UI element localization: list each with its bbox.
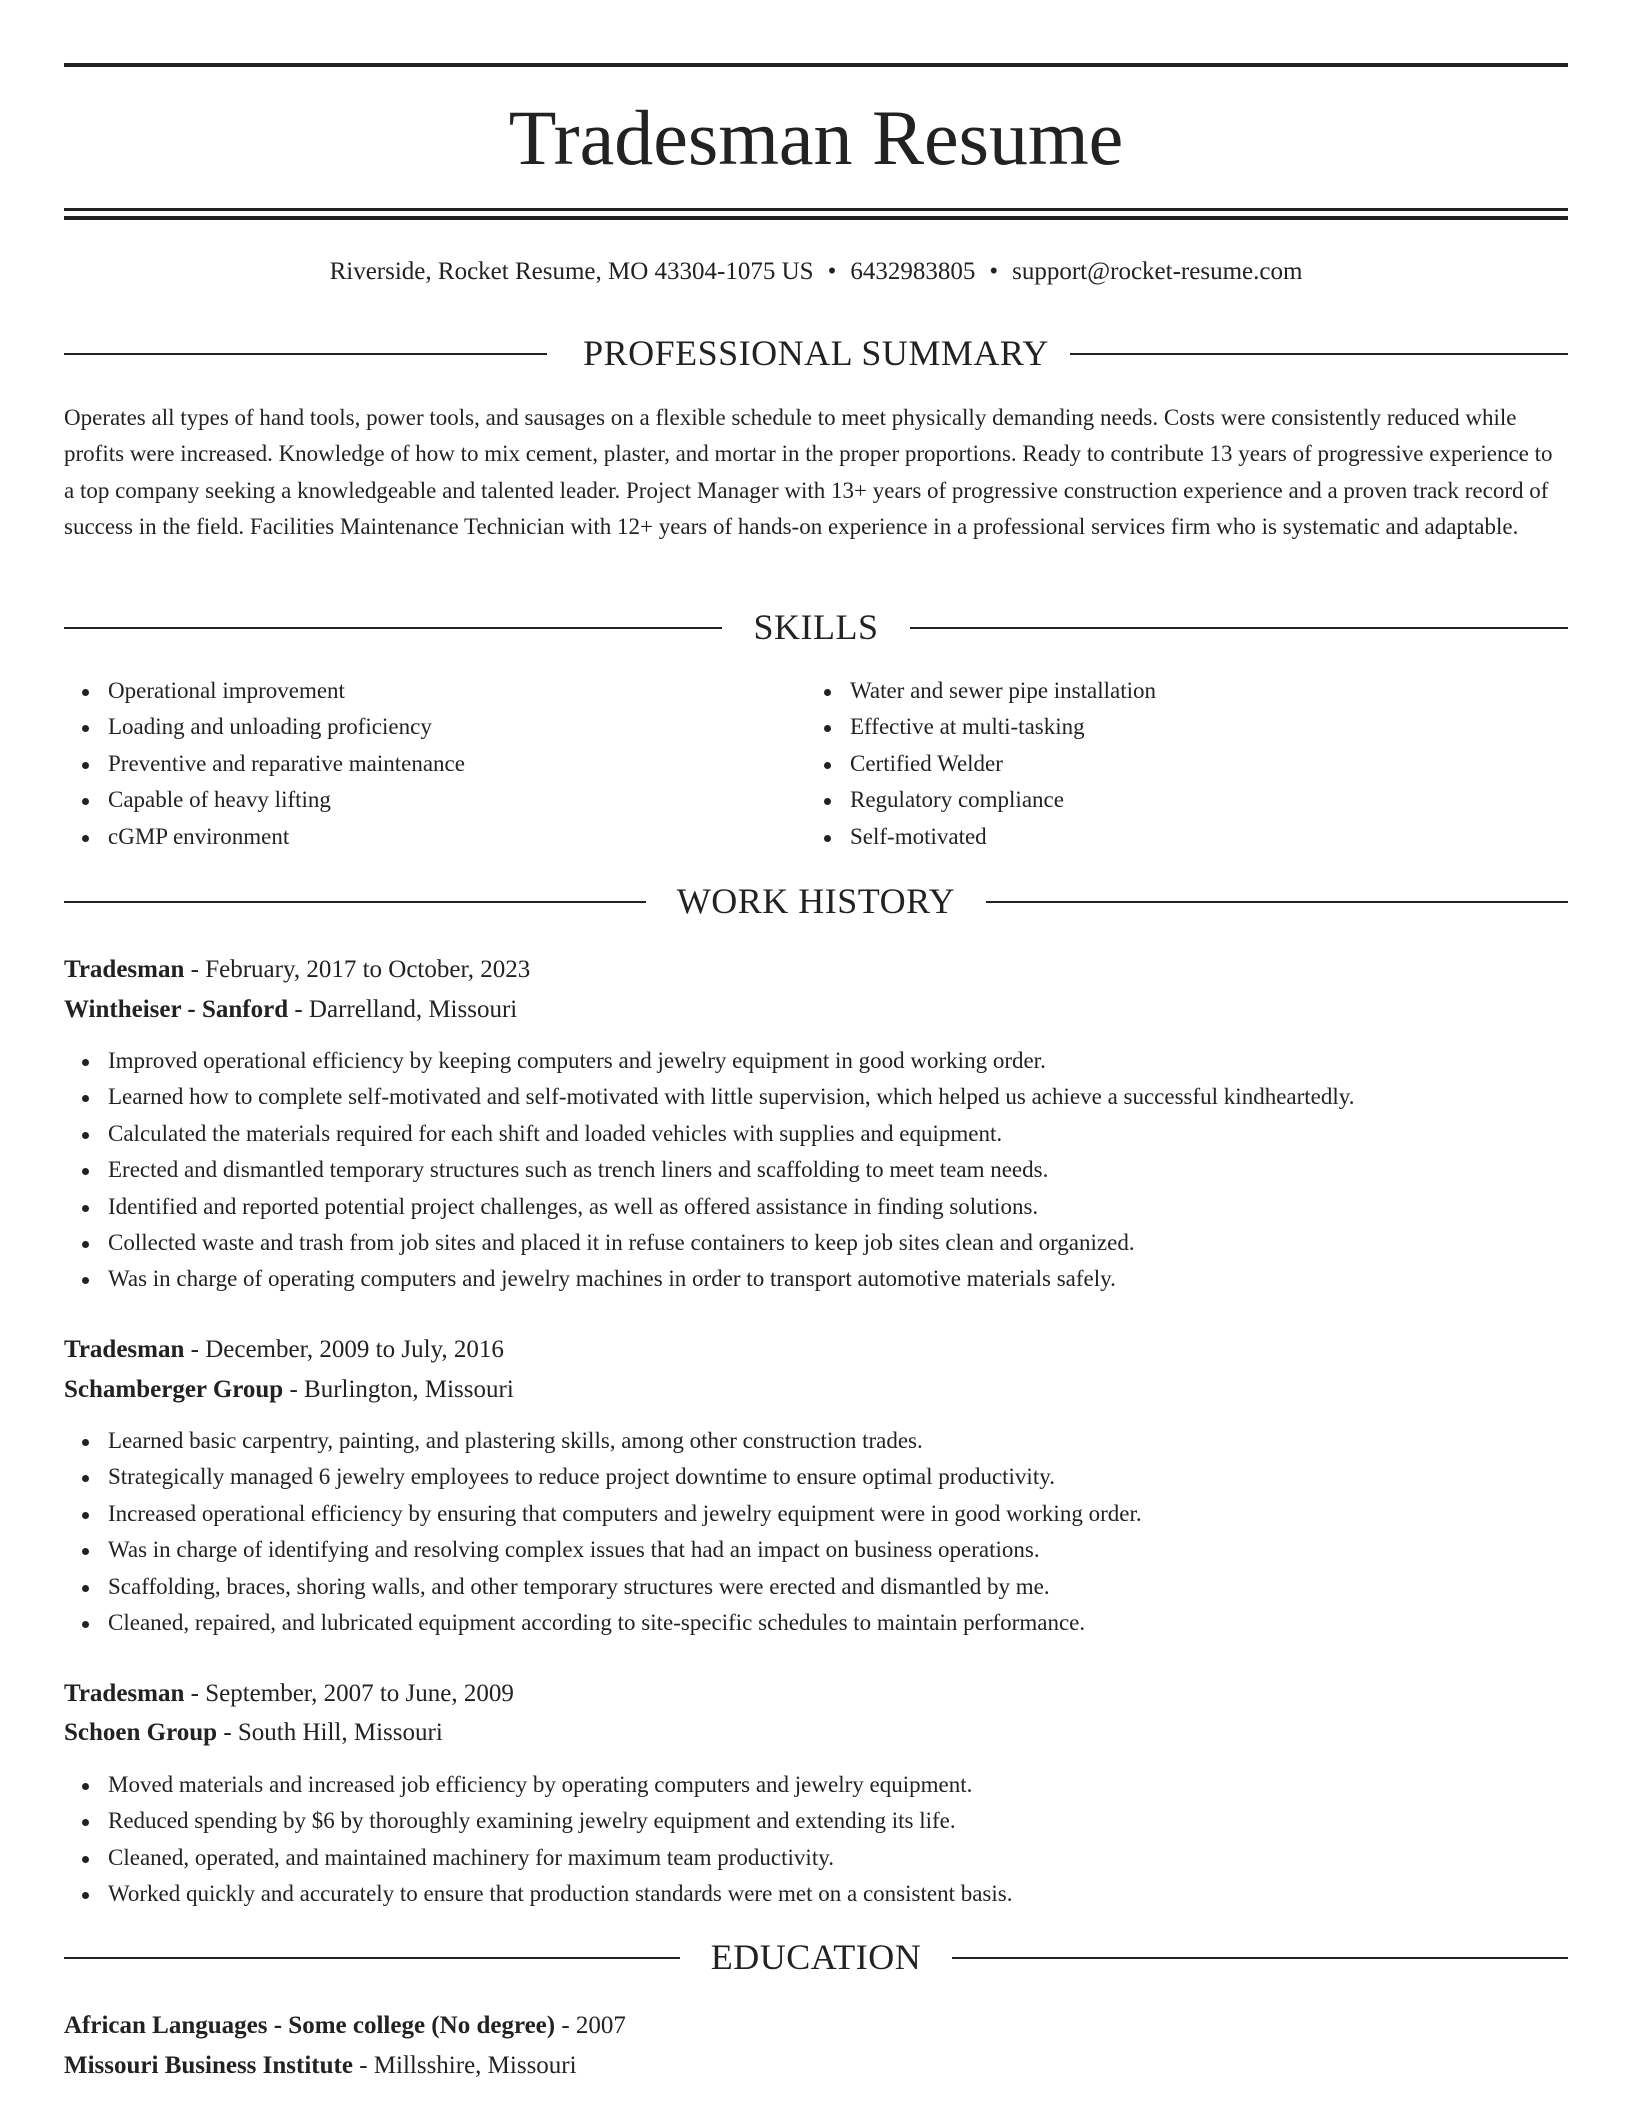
job-company-line: [64, 1713, 443, 1753]
resume-title: Tradesman Resume: [508, 94, 1124, 181]
section-title: WORK HISTORY: [676, 881, 956, 921]
job-bullet: Learned how to complete self-motivated and self-motivated with little supervision, which helped us achieve a successful kindheartedly.: [64, 1079, 1568, 1115]
job-title: Tradesman: [64, 1336, 185, 1363]
job-dates: - December, 2009 to July, 2016: [184, 1336, 504, 1363]
job-bullet: Erected and dismantled temporary structures such as trench liners and scaffolding to meet team needs.: [64, 1152, 1568, 1188]
job-bullet: Reduced spending by $6 by thoroughly examining jewelry equipment and extending its life.: [64, 1803, 1568, 1839]
job-bullet: Collected waste and trash from job sites and placed it in refuse containers to keep job sites clean and organized.: [64, 1225, 1568, 1261]
contact-address: Riverside, Rocket Resume, MO 43304-1075 US: [329, 258, 814, 285]
skill-item: Certified Welder: [806, 746, 1546, 782]
job-company: Schamberger Group: [64, 1376, 284, 1403]
contact-separator: •: [827, 258, 837, 285]
job-dates: - February, 2017 to October, 2023: [184, 956, 531, 983]
section-title: SKILLS: [753, 607, 879, 647]
job-bullet: Scaffolding, braces, shoring walls, and other temporary structures were erected and dismantled by me.: [64, 1569, 1568, 1605]
summary-text: Operates all types of hand tools, power tools, and sausages on a flexible schedule to meet physically demanding needs. Costs were consistently reduced while profits were increased. Knowledge of how to mix cement, plaster, and mortar in the proper proportions. Ready to contribute 13 years of progressive experience to a top company seeking a knowledgeable and talented leader. Project Manager with 13+ years of progressive construction experience and a proven track record of success in the field. Facilities Maintenance Technician with 12+ years of hands-on experience in a professional services firm who is systematic and adaptable.: [64, 405, 1553, 540]
job-bullet: Identified and reported potential project challenges, as well as offered assistance in finding solutions.: [64, 1189, 1568, 1225]
education-degree: African Languages - Some college (No degree): [64, 2012, 556, 2039]
skill-item: Operational improvement: [64, 673, 804, 709]
skill-item: Water and sewer pipe installation: [806, 673, 1546, 709]
job-company-line: [64, 1370, 514, 1410]
job-company: Wintheiser - Sanford: [64, 996, 289, 1023]
section-title: EDUCATION: [710, 1937, 922, 1977]
job-dates: - September, 2007 to June, 2009: [184, 1680, 514, 1707]
contact-phone: 6432983805: [850, 258, 976, 285]
skill-item: cGMP environment: [64, 819, 804, 855]
job-bullets: [64, 1767, 1568, 1913]
job-title-line: [64, 1674, 514, 1714]
skills-list-right: [806, 673, 1546, 855]
job-bullet: Improved operational efficiency by keeping computers and jewelry equipment in good working order.: [64, 1043, 1568, 1079]
job-bullets: [64, 1043, 1568, 1298]
education-year: - 2007: [555, 2012, 626, 2039]
skill-item: Loading and unloading proficiency: [64, 709, 804, 745]
skill-item: Capable of heavy lifting: [64, 782, 804, 818]
contact-line: [64, 254, 1568, 290]
job-bullet: Worked quickly and accurately to ensure that production standards were met on a consistent basis.: [64, 1876, 1568, 1912]
title-double-rule: [64, 208, 1568, 220]
section-title: PROFESSIONAL SUMMARY: [583, 333, 1049, 373]
job-location: - Darrelland, Missouri: [288, 996, 518, 1023]
job-title: Tradesman: [64, 956, 185, 983]
job-bullet: Was in charge of identifying and resolving complex issues that had an impact on business operations.: [64, 1532, 1568, 1568]
job-company: Schoen Group: [64, 1719, 218, 1746]
job-bullet: Moved materials and increased job efficiency by operating computers and jewelry equipment.: [64, 1767, 1568, 1803]
section-header-skills: [64, 605, 1568, 649]
job-location: - South Hill, Missouri: [217, 1719, 443, 1746]
job-bullets: [64, 1423, 1568, 1641]
section-header-work: [64, 879, 1568, 923]
skill-item: Regulatory compliance: [806, 782, 1546, 818]
education-degree-line: [64, 2006, 626, 2046]
job-bullet: Calculated the materials required for each shift and loaded vehicles with supplies and equipment.: [64, 1116, 1568, 1152]
education-location: - Millsshire, Missouri: [352, 2052, 577, 2079]
contact-email: support@rocket-resume.com: [1012, 258, 1303, 285]
job-title-line: [64, 1330, 504, 1370]
top-rule: [64, 63, 1568, 67]
skill-item: Preventive and reparative maintenance: [64, 746, 804, 782]
section-header-education: [64, 1935, 1568, 1979]
skills-list-left: [64, 673, 804, 855]
job-bullet: Increased operational efficiency by ensuring that computers and jewelry equipment were in good working order.: [64, 1496, 1568, 1532]
section-header-summary: [64, 331, 1568, 375]
job-bullet: Strategically managed 6 jewelry employees to reduce project downtime to ensure optimal productivity.: [64, 1459, 1568, 1495]
skill-item: Self-motivated: [806, 819, 1546, 855]
job-bullet: Cleaned, repaired, and lubricated equipment according to site-specific schedules to maintain performance.: [64, 1605, 1568, 1641]
education-school: Missouri Business Institute: [64, 2052, 353, 2079]
education-school-line: [64, 2046, 577, 2086]
contact-separator: •: [989, 258, 999, 285]
job-location: - Burlington, Missouri: [283, 1376, 514, 1403]
job-title-line: [64, 950, 530, 990]
job-bullet: Was in charge of operating computers and jewelry machines in order to transport automotive materials safely.: [64, 1261, 1568, 1297]
skill-item: Effective at multi-tasking: [806, 709, 1546, 745]
job-company-line: [64, 990, 517, 1030]
job-title: Tradesman: [64, 1680, 185, 1707]
job-bullet: Learned basic carpentry, painting, and plastering skills, among other construction trades.: [64, 1423, 1568, 1459]
job-bullet: Cleaned, operated, and maintained machinery for maximum team productivity.: [64, 1840, 1568, 1876]
